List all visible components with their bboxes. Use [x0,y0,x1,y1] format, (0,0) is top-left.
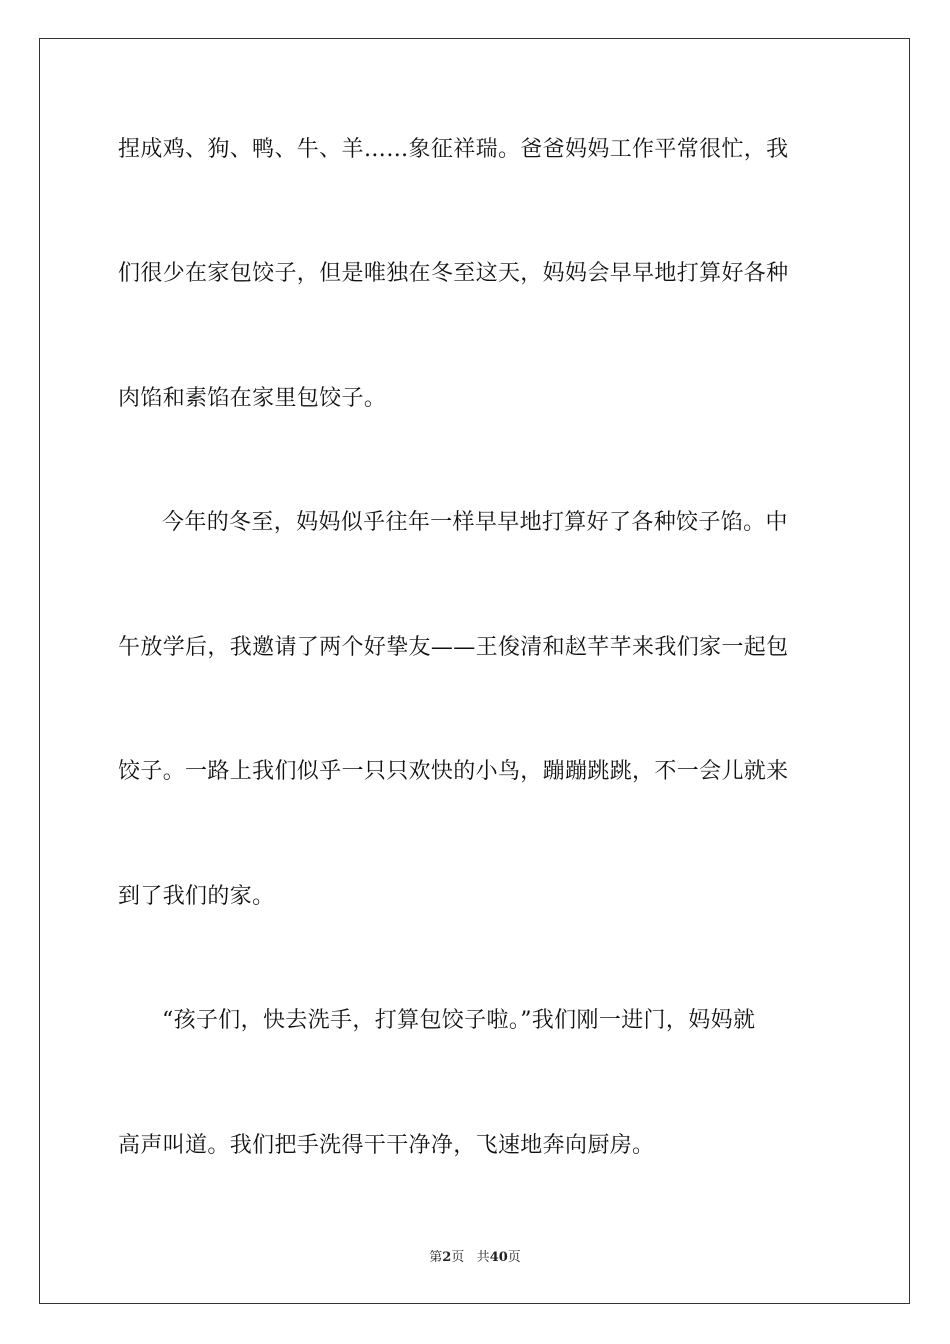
current-page-number: 2 [442,1250,452,1265]
paragraph-line: 高声叫道。我们把手洗得干干净净，飞速地奔向厨房。 [118,1133,655,1158]
paragraph-line: 们很少在家包饺子，但是唯独在冬至这天，妈妈会早早地打算好各种 [118,261,789,286]
footer-page-suffix: 页 [451,1250,465,1265]
paragraph-line: 今年的冬至，妈妈似乎往年一样早早地打算好了各种饺子馅。中 [162,510,788,535]
footer-total-suffix: 页 [507,1250,521,1265]
paragraph-line: 午放学后，我邀请了两个好挚友——王俊清和赵芊芊来我们家一起包 [118,635,789,660]
paragraph-line: 肉馅和素馅在家里包饺子。 [118,386,387,411]
footer-prefix: 第 [429,1250,443,1265]
page-footer [0,1246,950,1265]
paragraph-line: 捏成鸡、狗、鸭、牛、羊……象征祥瑞。爸爸妈妈工作平常很忙，我 [118,137,789,162]
total-pages-number: 40 [489,1250,508,1265]
page-border [39,38,910,1304]
paragraph-line: 到了我们的家。 [118,884,275,909]
paragraph-line: 饺子。一路上我们似乎一只只欢快的小鸟，蹦蹦跳跳，不一会儿就来 [118,759,789,784]
footer-total-prefix: 共 [476,1250,490,1265]
paragraph-line: “孩子们，快去洗手，打算包饺子啦。”我们刚一进门，妈妈就 [162,1008,756,1033]
